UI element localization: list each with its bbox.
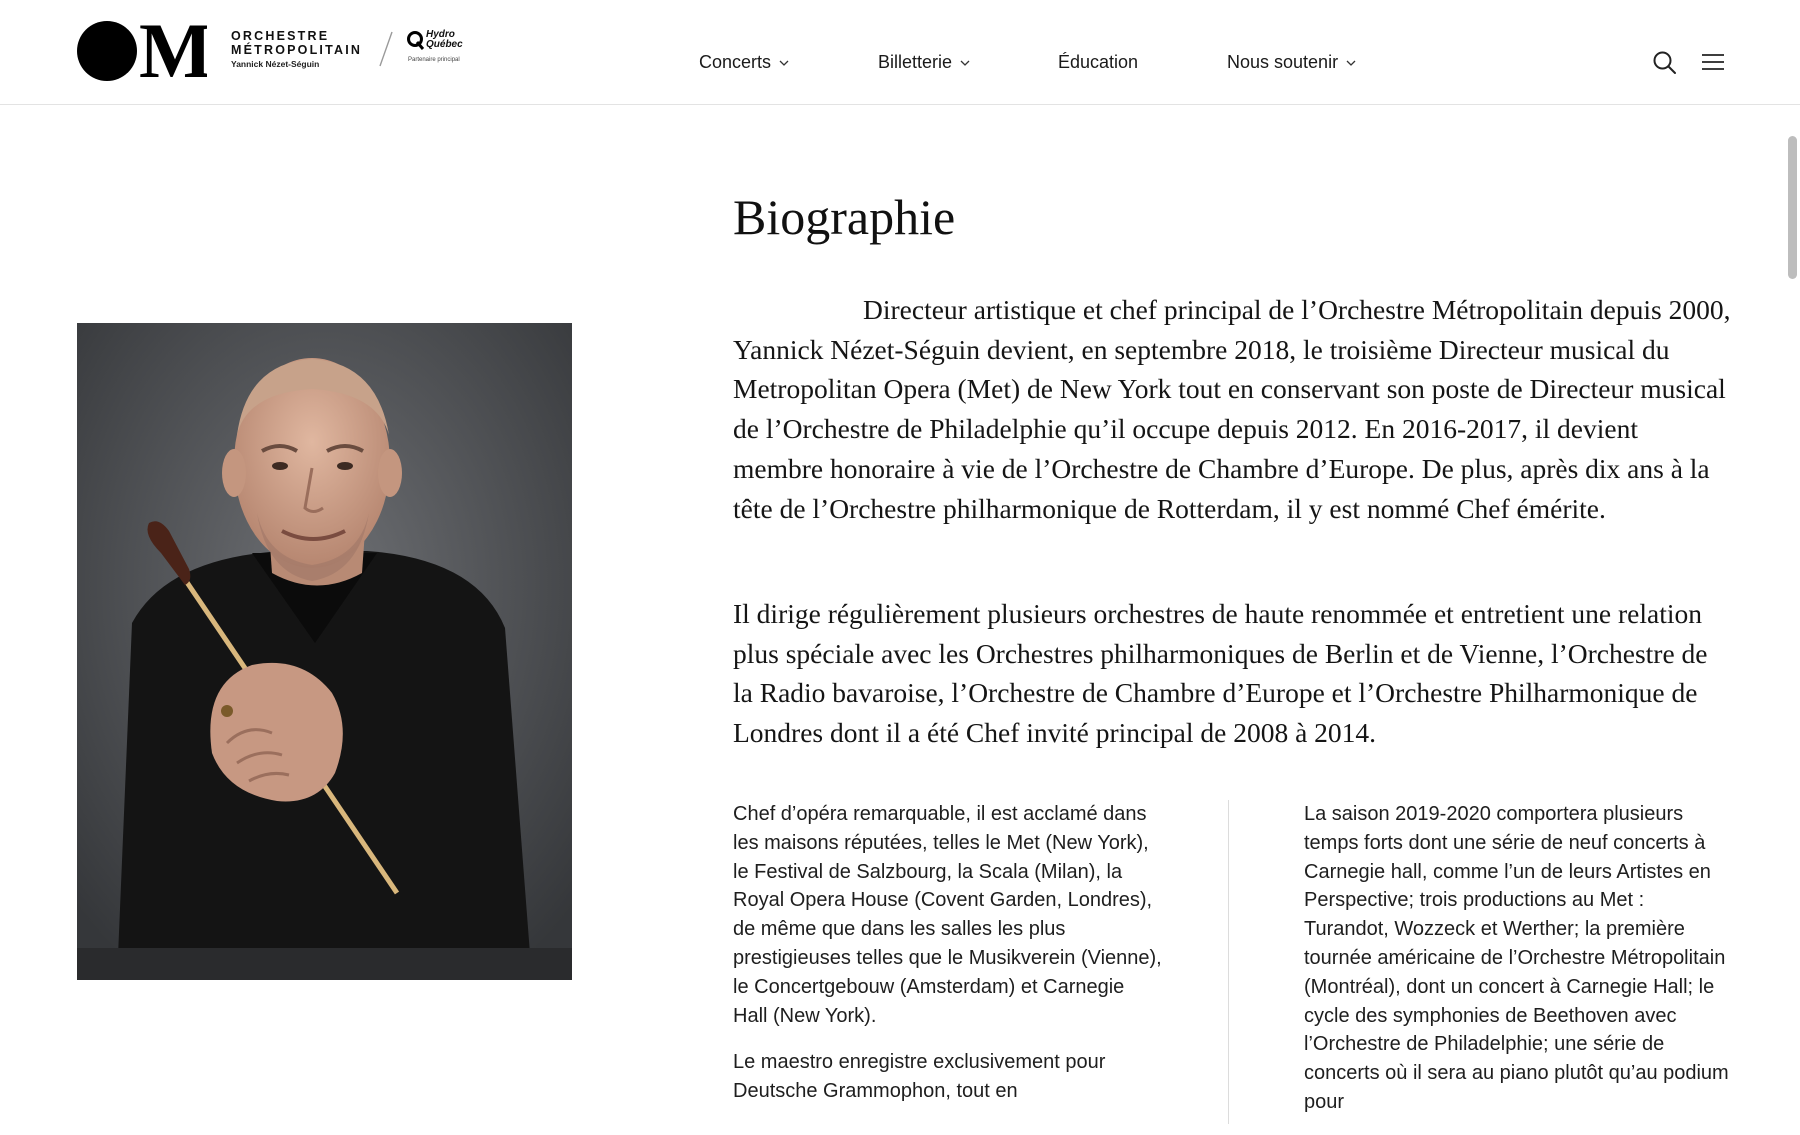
orchestre-wordmark[interactable] (231, 30, 362, 69)
nav-concerts[interactable] (699, 52, 789, 73)
nav-nous-soutenir[interactable] (1227, 52, 1356, 73)
logo-divider-slash (377, 30, 395, 68)
nav-concerts-label: Concerts (699, 52, 772, 72)
nav-billetterie[interactable] (878, 52, 970, 73)
bio-paragraph: Le maestro enregistre exclusivement pour Deutsche Grammophon, tout en (733, 1051, 1106, 1103)
chevron-down-icon (960, 60, 970, 66)
partner-subtitle: Partenaire principal (408, 57, 460, 63)
partner-name: Hydro Québec (426, 29, 463, 50)
search-icon (1652, 50, 1678, 76)
hydro-quebec-partner-logo[interactable] (406, 30, 486, 70)
column-divider (1228, 800, 1229, 1124)
page-scrollbar-thumb[interactable] (1788, 136, 1797, 279)
chevron-down-icon (779, 60, 789, 66)
hydro-quebec-q-icon (406, 30, 426, 52)
menu-button[interactable] (1700, 52, 1726, 74)
logo-line-2: MÉTROPOLITAIN (231, 42, 363, 57)
svg-text:M: M (139, 20, 207, 82)
bio-paragraph: Chef d’opéra remarquable, il est acclamé dans les maisons réputées, telles le Met (New York), le Festival de Salzbourg, la Scala (Milan), la Royal Opera House (Covent Garden, Londres), de même que dans les salles les plus prestigieuses telles que le Musikverein (Vienne), le Concertgebouw (Amsterdam) et Carnegie Hall (New York). (733, 803, 1162, 1027)
bio-lead-paragraph-1: Directeur artistique et chef principal de l’Orchestre Métropolitain depuis 2000, Yannick Nézet-Séguin devient, en septembre 2018, le troisième Directeur musical du Metropolitan Opera (Met) de New York tout en conservant son poste de Directeur musical de l’Orchestre de Philadelphie qu’il occupe depuis 2012. En 2016-2017, il devient membre honoraire à vie de l’Orchestre de Chambre d’Europe. De plus, après dix ans à la tête de l’Orchestre philharmonique de Rotterdam, il y est nommé Chef émérite. (733, 294, 1731, 524)
bio-column-left (733, 800, 1163, 1124)
nav-education[interactable] (1058, 52, 1138, 73)
logo-line-3: Yannick Nézet-Séguin (231, 59, 320, 69)
bio-paragraph: La saison 2019-2020 comportera plusieurs temps forts dont une série de neuf concerts à Carnegie hall, comme l’un de leurs Artistes en Perspective; trois productions au Met : Turandot, Wozzeck et Werther; la première tournée américaine de l’Orchestre Métropolitain (Montréal), dont un concert à Carnegie Hall; le cycle des symphonies de Beethoven avec l’Orchestre de Philadelphie; une série de concerts où il sera au piano plutôt qu’au podium pour (1304, 803, 1729, 1113)
logo-line-1: ORCHESTRE (231, 29, 330, 43)
om-logo[interactable] (77, 20, 207, 82)
bio-column-right (1304, 800, 1734, 1135)
page-title: Biographie (733, 189, 956, 245)
chevron-down-icon (1346, 60, 1356, 66)
site-header (0, 0, 1800, 105)
conductor-portrait (77, 323, 572, 980)
nav-nous-soutenir-label: Nous soutenir (1227, 52, 1339, 72)
nav-billetterie-label: Billetterie (878, 52, 953, 72)
search-button[interactable] (1652, 50, 1678, 76)
nav-education-label: Éducation (1058, 52, 1139, 72)
hamburger-menu-icon (1700, 52, 1726, 74)
bio-lead-paragraph-2: Il dirige régulièrement plusieurs orchestres de haute renommée et entretient une relation plus spéciale avec les Orchestres philharmoniques de Berlin et de Vienne, l’Orchestre de la Radio bavaroise, l’Orchestre de Chambre d’Europe et l’Orchestre Philharmonique de Londres dont il a été Chef invité principal de 2008 à 2014. (733, 598, 1708, 749)
